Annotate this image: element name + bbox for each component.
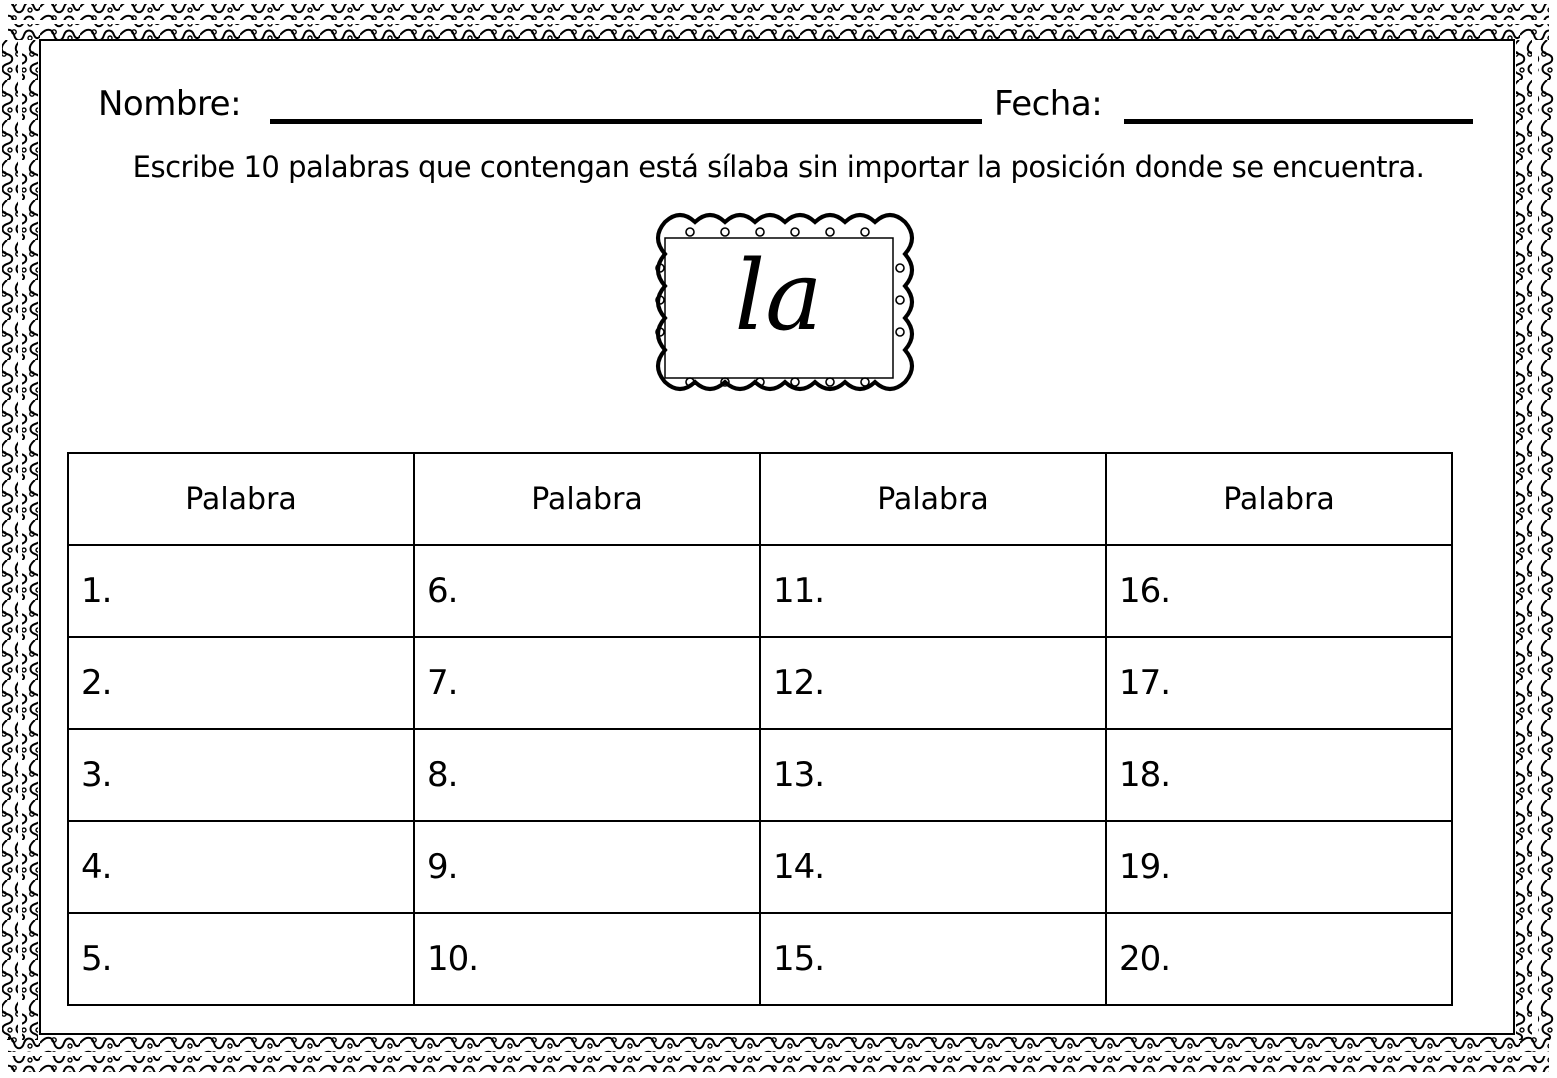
answer-cell[interactable]: 12. bbox=[760, 637, 1106, 729]
date-label: Fecha: bbox=[994, 84, 1103, 124]
answer-cell[interactable]: 11. bbox=[760, 545, 1106, 637]
answer-cell[interactable]: 3. bbox=[68, 729, 414, 821]
answer-cell[interactable]: 18. bbox=[1106, 729, 1452, 821]
answer-cell[interactable]: 17. bbox=[1106, 637, 1452, 729]
name-write-line[interactable] bbox=[270, 119, 982, 124]
table-row bbox=[68, 821, 1452, 913]
table-row bbox=[68, 545, 1452, 637]
column-header: Palabra bbox=[414, 453, 760, 545]
answer-cell[interactable]: 1. bbox=[68, 545, 414, 637]
table-row bbox=[68, 637, 1452, 729]
answer-cell[interactable]: 9. bbox=[414, 821, 760, 913]
answer-cell[interactable]: 2. bbox=[68, 637, 414, 729]
instructions-text: Escribe 10 palabras que contengan está sílaba sin importar la posición donde se encuentra. bbox=[132, 150, 1425, 184]
table-header-row bbox=[68, 453, 1452, 545]
header-row bbox=[98, 84, 1478, 134]
answer-cell[interactable]: 5. bbox=[68, 913, 414, 1005]
answer-cell[interactable]: 13. bbox=[760, 729, 1106, 821]
answer-cell[interactable]: 14. bbox=[760, 821, 1106, 913]
name-label: Nombre: bbox=[98, 84, 242, 124]
column-header: Palabra bbox=[760, 453, 1106, 545]
answer-cell[interactable]: 8. bbox=[414, 729, 760, 821]
word-table bbox=[67, 452, 1453, 1006]
answer-cell[interactable]: 16. bbox=[1106, 545, 1452, 637]
answer-cell[interactable]: 4. bbox=[68, 821, 414, 913]
answer-cell[interactable]: 19. bbox=[1106, 821, 1452, 913]
syllable-text: la bbox=[734, 240, 823, 352]
date-write-line[interactable] bbox=[1124, 119, 1473, 124]
answer-cell[interactable]: 7. bbox=[414, 637, 760, 729]
answer-cell[interactable]: 6. bbox=[414, 545, 760, 637]
table-row bbox=[68, 913, 1452, 1005]
answer-cell[interactable]: 15. bbox=[760, 913, 1106, 1005]
column-header: Palabra bbox=[68, 453, 414, 545]
answer-cell[interactable]: 10. bbox=[414, 913, 760, 1005]
column-header: Palabra bbox=[1106, 453, 1452, 545]
answer-cell[interactable]: 20. bbox=[1106, 913, 1452, 1005]
table-row bbox=[68, 729, 1452, 821]
